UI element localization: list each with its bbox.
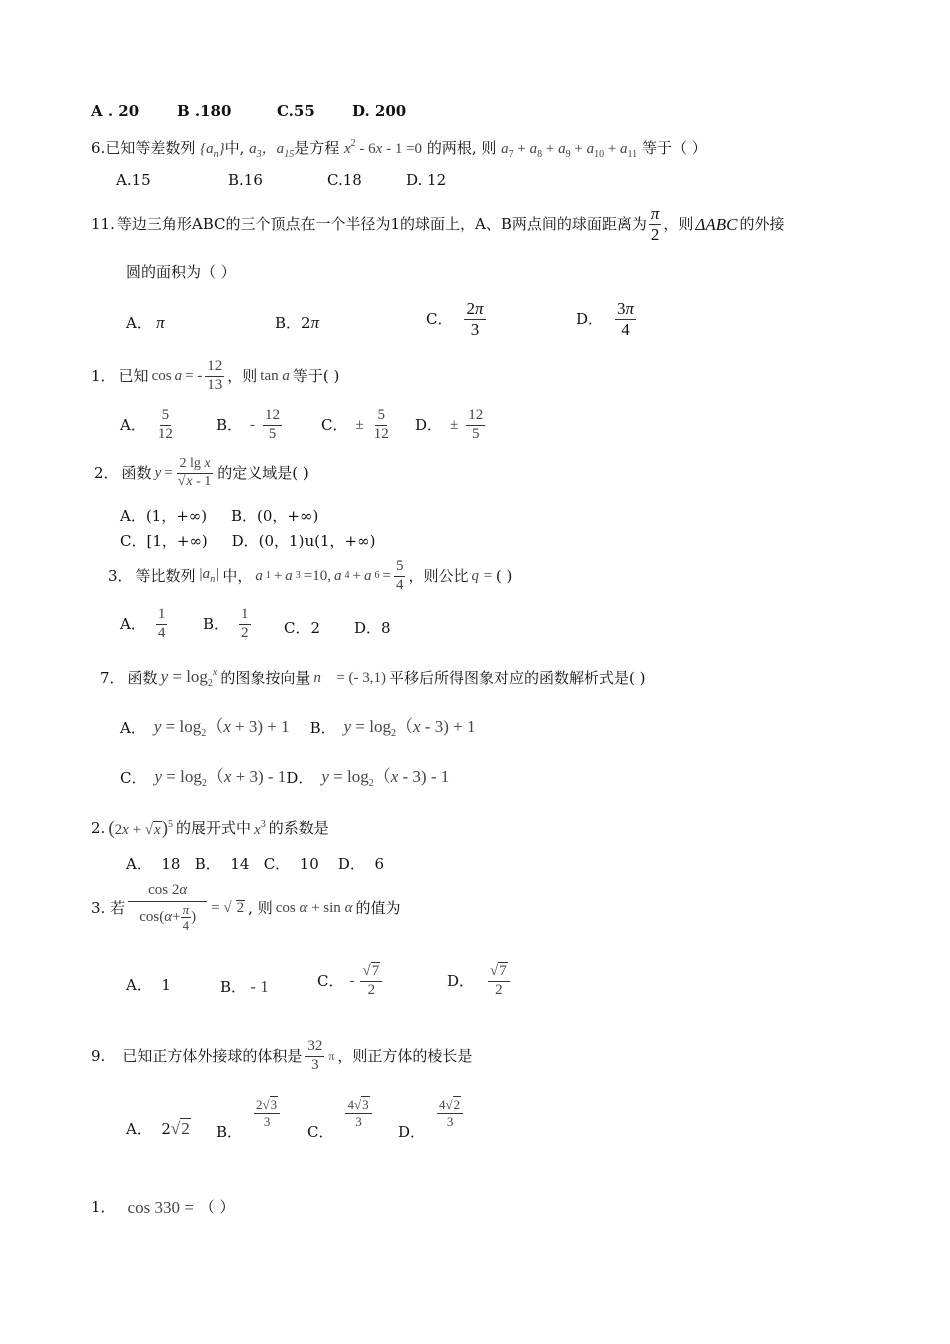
- q3a-option-b: B． $\frac{1}{2}$: [203, 606, 249, 641]
- q1a-option-a: A． $\frac{5}{12}$: [120, 407, 173, 442]
- q11-number: 11.: [91, 214, 115, 233]
- q3a-option-c: C．2: [284, 619, 321, 637]
- q3b-condition-formula: cos 2α cos( α + $\frac{\pi}{4}$ ) = √ 2: [128, 883, 245, 933]
- q11-text: 等边三角形ABC的三个顶点在一个半径为1的球面上，A、B两点间的球面距离为: [116, 214, 647, 233]
- q1b-cos-formula: cos 330 =: [127, 1198, 194, 1217]
- q6-text: 已知等差数列: [105, 139, 196, 157]
- q6-number: 6.: [91, 139, 106, 157]
- q7-option-d: D．: [286, 769, 314, 787]
- q11-option-c: C． $\frac{2\pi}{3}$: [426, 299, 484, 339]
- q6-seq-formula: $\{a_n\}$: [200, 141, 225, 160]
- q3a-number: 3．: [108, 566, 133, 585]
- q7-option-d-formula: $y = \log_2(x - 3) - 1$: [321, 767, 450, 789]
- q3b-expression-formula: cos α + sin α: [275, 899, 353, 916]
- q1a-option-d: D． ± $\frac{12}{5}$: [415, 407, 484, 442]
- q7-function-formula: $y = \log_2^x$: [160, 667, 218, 689]
- q1a-option-b: B． - $\frac{12}{5}$: [216, 407, 281, 442]
- q7-text: 函数: [127, 669, 158, 687]
- q0-option-d: D. 200: [352, 102, 407, 120]
- q3b-stem: [91, 883, 400, 933]
- q11-text: 的外接: [739, 214, 785, 233]
- q6-equation-formula: $x^2 - 6x - 1 =0$: [343, 138, 423, 157]
- q6-text: 中,: [224, 139, 245, 157]
- q6-option-c: C.18: [327, 171, 362, 189]
- q3a-stem: [108, 559, 512, 594]
- q9-options: [126, 1098, 526, 1148]
- q2a-options-line1: A．(1，+∞) B．(0，+∞): [120, 507, 319, 525]
- q2a-options-line2: C．[1，+∞) D．(0，1)u(1，+∞): [120, 532, 376, 550]
- q3b-option-d: D． $\frac{√7}{2}$: [447, 964, 510, 999]
- q7-text: 的图象按向量: [220, 669, 311, 687]
- q6-roots-formula: $a_3$，$a_{15}$: [249, 141, 295, 160]
- q3a-option-a: A． $\frac{1}{4}$: [120, 606, 166, 641]
- q2b-text: 的展开式中: [176, 819, 252, 837]
- q6-options: [116, 171, 447, 189]
- q6-option-a: A.15: [116, 171, 151, 189]
- q7-option-b: B．: [309, 719, 336, 737]
- q11-pi-over-2-fraction: $\frac{\pi}{2}$: [650, 204, 660, 244]
- q7-vector-formula: n⃗ = (- 3,1): [313, 670, 387, 686]
- q9-option-d: D． $\frac{4√2}{3}$: [398, 1098, 463, 1140]
- q7-number: 7．: [100, 669, 125, 687]
- q7-option-b-formula: $y = \log_2(x - 3) + 1$: [343, 717, 476, 739]
- q1a-text: ，则: [227, 366, 258, 385]
- q2a-function-formula: y = $\frac{\text{2 lg x}}{√x - 1}$: [154, 456, 212, 489]
- q3a-condition-formula: a 1 + a 3 =10, a 4 + a 6 = $\frac{5}{4}$: [255, 558, 404, 593]
- q3b-number: 3. 若: [91, 898, 126, 917]
- q2a-text: 的定义域是( ): [217, 463, 309, 482]
- q0-option-b: B .180: [177, 102, 232, 120]
- q3a-seq-formula: $|a_n|$: [198, 566, 220, 586]
- q3b-option-b: B． - 1: [220, 977, 269, 996]
- q7-stem: [100, 668, 646, 689]
- q9-stem: [91, 1039, 472, 1074]
- q3b-options: [126, 964, 576, 1008]
- q1a-options: [120, 408, 620, 452]
- q9-number: 9.: [91, 1046, 106, 1065]
- q6-option-d: D. 12: [406, 171, 447, 189]
- q6-text: 是方程: [294, 139, 340, 157]
- q1a-text: 已知: [118, 366, 149, 385]
- q11-triangle-formula: ΔABC: [695, 214, 738, 234]
- q1b-text: （ ）: [199, 1198, 235, 1216]
- q9-option-c: C． $\frac{4√3}{3}$: [307, 1098, 372, 1140]
- q9-text: ，则正方体的棱长是: [337, 1046, 473, 1065]
- q11-option-a: A． π: [126, 313, 165, 332]
- q1a-text: 等于( ): [292, 366, 340, 385]
- q2b-number: 2.: [91, 819, 106, 837]
- q3a-q-formula: q =: [471, 567, 493, 584]
- q2b-binomial-formula: $(2x + √x)^5$: [108, 818, 174, 839]
- q7-options-line1: [120, 718, 475, 739]
- q11-stem: [91, 205, 785, 244]
- q2b-power-formula: $x^3$: [254, 818, 266, 838]
- q7-option-c-formula: $y = \log_2(x + 3) - 1$: [154, 767, 287, 789]
- q3a-option-d: D．8: [354, 619, 391, 637]
- q7-options-line2: [120, 768, 449, 789]
- q11-options: [126, 300, 726, 344]
- q6-text: 等于（ ）: [641, 139, 707, 157]
- q3b-text: , 则: [248, 898, 273, 917]
- q1a-number: 1．: [91, 366, 116, 385]
- q3b-text: 的值为: [355, 898, 401, 917]
- q3a-options: [120, 607, 520, 651]
- q6-text: 的两根, 则: [426, 139, 497, 157]
- q11-text: ，则: [663, 214, 694, 233]
- q1a-tan-formula: tan a: [260, 367, 290, 384]
- q0-option-a: A . 20: [91, 102, 140, 120]
- q6-sum-formula: $a_7 + a_8 + a_9 + a_{10} + a_{11}$: [501, 141, 638, 160]
- q9-text: 已知正方体外接球的体积是: [122, 1046, 303, 1065]
- q1b-number: 1．: [91, 1198, 116, 1216]
- q3a-text: ( ): [495, 566, 513, 585]
- q0-options: [91, 102, 407, 120]
- q3a-text: ，则公比: [408, 566, 469, 585]
- q9-option-b: B． $\frac{2√3}{3}$: [216, 1098, 280, 1140]
- q9-option-a: A． 2√2: [126, 1119, 190, 1138]
- q7-option-c: C．: [120, 769, 147, 787]
- q1b-stem: [91, 1199, 235, 1216]
- q1a-option-c: C． ± $\frac{5}{12}$: [321, 407, 389, 442]
- q2a-number: 2．: [94, 463, 119, 482]
- q3b-option-a: A． 1: [126, 976, 171, 994]
- q2b-options: A． 18 B． 14 C． 10 D． 6: [126, 855, 384, 873]
- q7-text: 平移后所得图象对应的函数解析式是( ): [389, 669, 646, 687]
- q9-volume-formula: $\frac{32}{3}$ π: [307, 1038, 335, 1073]
- q1a-cos-formula: cos a = - $\frac{12}{13}$: [151, 358, 223, 393]
- q7-option-a-formula: $y = \log_2(x + 3) + 1$: [153, 717, 290, 739]
- q1a-stem: [91, 359, 339, 394]
- q11-stem-line2: 圆的面积为（ ）: [126, 263, 236, 281]
- q2a-stem: [94, 457, 309, 489]
- q3a-text: 等比数列: [135, 566, 196, 585]
- q6-stem: [91, 139, 707, 160]
- q6-option-b: B.16: [228, 171, 263, 189]
- q0-option-c: C.55: [277, 102, 315, 120]
- q3b-option-c: C． - $\frac{√7}{2}$: [317, 964, 382, 999]
- q2a-text: 函数: [121, 463, 152, 482]
- q2b-stem: [91, 819, 329, 838]
- q7-option-a: A．: [120, 719, 146, 737]
- q11-option-d: D． $\frac{3\pi}{4}$: [576, 299, 635, 339]
- q11-option-b: B．2π: [275, 313, 320, 332]
- q3a-text: 中，: [222, 566, 253, 585]
- q2b-text: 的系数是: [268, 819, 329, 837]
